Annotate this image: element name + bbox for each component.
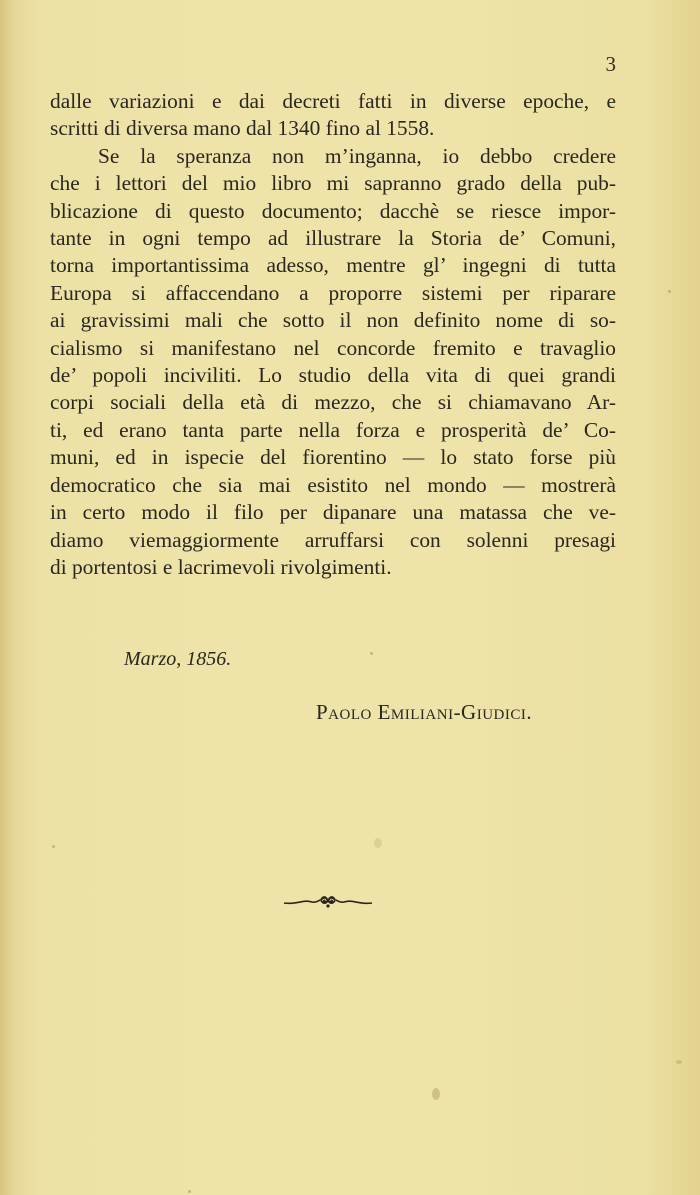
fleuron-ornament-icon: [282, 890, 374, 912]
text-line: de’ popoli inciviliti. Lo studio della vita di quei grandi: [50, 363, 616, 388]
dateline: Marzo, 1856.: [124, 648, 232, 670]
text-line: democratico che sia mai esistito nel mondo — mostrerà: [50, 472, 616, 497]
text-line: che i lettori del mio libro mi sapranno grado della pub-: [50, 171, 616, 196]
text-line: blicazione di questo documento; dacchè se riesce impor-: [50, 198, 616, 223]
text-line: diamo viemaggiormente arruffarsi con solenni presagi: [50, 527, 616, 552]
text-line: muni, ed in ispecie del fiorentino — lo stato forse più: [50, 445, 616, 470]
paper-speck: [188, 1190, 191, 1193]
paper-speck: [52, 845, 55, 848]
paper-speck: [432, 1088, 440, 1100]
paper-speck: [676, 1060, 682, 1064]
text-line: in certo modo il filo per dipanare una matassa che ve-: [50, 500, 616, 525]
paper-speck: [370, 652, 373, 655]
text-line: scritti di diversa mano dal 1340 fino al 1558.: [50, 116, 435, 141]
text-line: ai gravissimi mali che sotto il non definito nome di so-: [50, 308, 616, 333]
text-line: ti, ed erano tanta parte nella forza e prosperità de’ Co-: [50, 417, 616, 442]
text-line: dalle variazioni e dai decreti fatti in diverse epoche, e: [50, 89, 616, 113]
paper-speck: [668, 290, 671, 293]
paper-speck: [374, 838, 382, 848]
text-line: Europa si affaccendano a proporre sistemi per riparare: [50, 280, 616, 305]
text-line: tante in ogni tempo ad illustrare la Storia de’ Comuni,: [50, 226, 616, 251]
text-line: torna importantissima adesso, mentre gl’ ingegni di tutta: [50, 253, 616, 278]
text-line: corpi sociali della età di mezzo, che si chiamavano Ar-: [50, 390, 616, 415]
page-number: 3: [605, 52, 616, 76]
author-signature: Paolo Emiliani-Giudici.: [316, 700, 533, 724]
body-text: [50, 88, 616, 581]
text-line: cialismo si manifestano nel concorde fremito e travaglio: [50, 335, 616, 360]
text-line: Se la speranza non m’inganna, io debbo credere: [98, 143, 616, 168]
text-line: di portentosi e lacrimevoli rivolgimenti.: [50, 554, 392, 579]
